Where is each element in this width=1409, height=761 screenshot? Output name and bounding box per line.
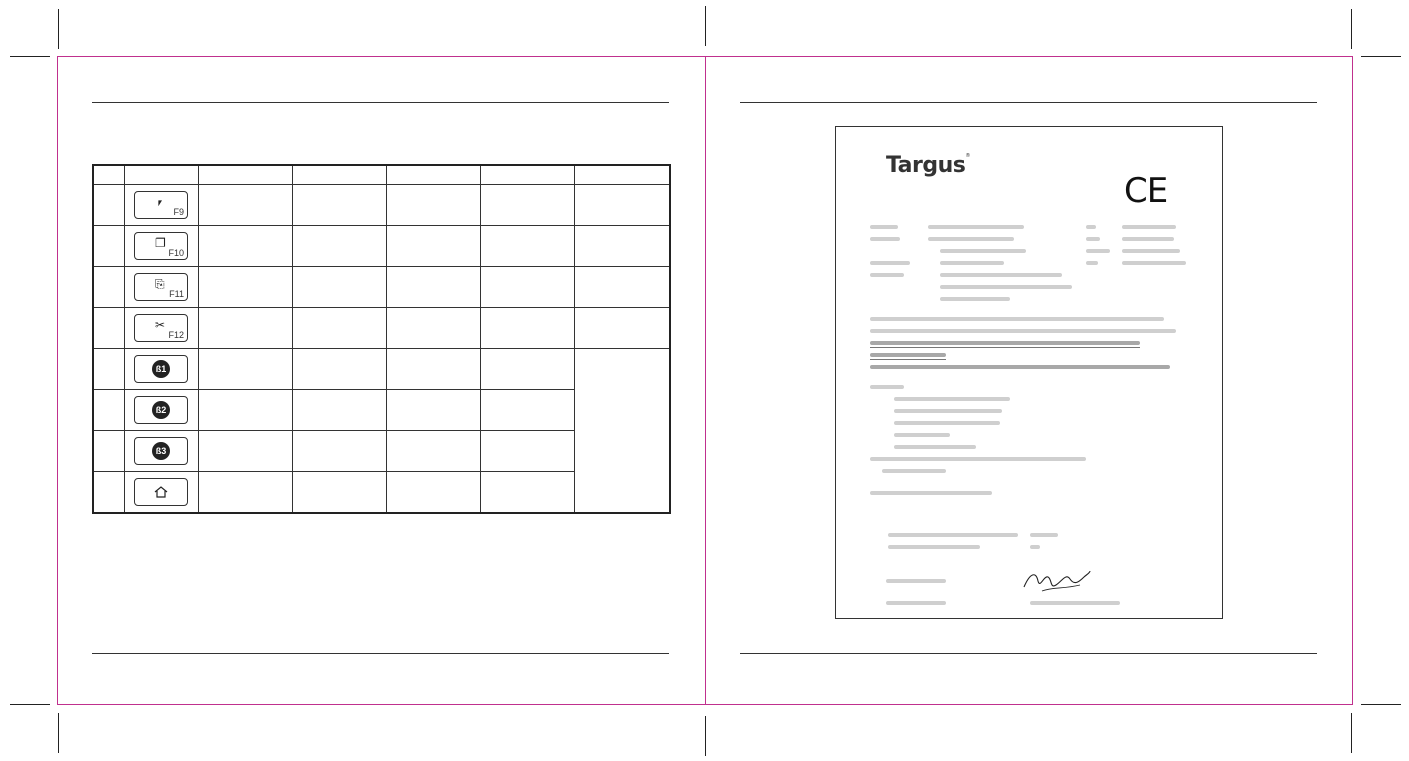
footer-rule — [740, 653, 1317, 654]
signature-image — [1022, 567, 1092, 595]
key-cell — [124, 472, 198, 514]
crop-mark — [58, 9, 59, 49]
table-cell — [198, 308, 292, 349]
key-function-table — [92, 164, 671, 514]
row-index-cell — [93, 390, 124, 431]
header-cell — [386, 165, 480, 185]
table-cell — [480, 472, 574, 514]
bluetooth-2-icon: ß2 — [152, 401, 170, 419]
home-icon — [154, 486, 168, 498]
f11-key — [134, 273, 188, 301]
ce-mark: CE — [1124, 171, 1168, 211]
crop-mark — [705, 6, 706, 46]
table-cell — [292, 226, 386, 267]
table-cell — [480, 185, 574, 226]
table-cell — [386, 472, 480, 514]
table-cell — [198, 226, 292, 267]
header-cell — [93, 165, 124, 185]
table-cell — [480, 431, 574, 472]
key-cell — [124, 185, 198, 226]
bluetooth-1-key — [134, 355, 188, 383]
table-cell — [292, 267, 386, 308]
crop-mark — [1351, 9, 1352, 49]
key-cell — [124, 267, 198, 308]
row-index-cell — [93, 431, 124, 472]
table-cell — [292, 185, 386, 226]
crop-mark — [58, 713, 59, 753]
f10-key — [134, 232, 188, 260]
bluetooth-2-key — [134, 396, 188, 424]
declaration-of-conformity-document — [835, 126, 1223, 619]
header-cell — [480, 165, 574, 185]
table-header-row — [93, 165, 670, 185]
trademark: ® — [965, 153, 970, 159]
table-cell — [574, 226, 670, 267]
f12-label: F12 — [168, 330, 184, 340]
row-index-cell — [93, 185, 124, 226]
table-cell — [386, 226, 480, 267]
key-cell — [124, 431, 198, 472]
merged-cell — [574, 349, 670, 514]
crop-mark — [10, 56, 50, 57]
table-cell — [480, 267, 574, 308]
header-cell — [292, 165, 386, 185]
header-rule — [740, 102, 1317, 103]
table-cell — [292, 472, 386, 514]
table-cell — [574, 267, 670, 308]
footer-rule — [92, 653, 669, 654]
table-cell — [574, 185, 670, 226]
table-row — [93, 349, 670, 390]
brand-name: Targus — [886, 153, 966, 178]
table-cell — [292, 349, 386, 390]
table-row — [93, 226, 670, 267]
f9-key — [134, 191, 188, 219]
f11-label: F11 — [169, 289, 184, 299]
bluetooth-3-icon: ß3 — [152, 442, 170, 460]
header-cell — [574, 165, 670, 185]
targus-logo — [886, 153, 970, 178]
crop-mark — [1351, 713, 1352, 753]
table-cell — [292, 431, 386, 472]
key-cell — [124, 349, 198, 390]
header-rule — [92, 102, 669, 103]
table-cell — [574, 308, 670, 349]
table-row — [93, 308, 670, 349]
key-cell — [124, 390, 198, 431]
row-index-cell — [93, 308, 124, 349]
crop-mark — [1361, 704, 1401, 705]
table-cell — [198, 431, 292, 472]
table-cell — [386, 308, 480, 349]
header-cell — [124, 165, 198, 185]
f9-label: F9 — [173, 207, 184, 217]
table-row — [93, 185, 670, 226]
key-cell — [124, 226, 198, 267]
table-cell — [198, 390, 292, 431]
f10-label: F10 — [168, 248, 184, 258]
row-index-cell — [93, 226, 124, 267]
header-cell — [198, 165, 292, 185]
table-cell — [386, 185, 480, 226]
bluetooth-1-icon: ß1 — [152, 360, 170, 378]
table-cell — [480, 308, 574, 349]
table-cell — [386, 349, 480, 390]
copy-icon: ❐ — [155, 236, 166, 250]
crop-mark — [10, 704, 50, 705]
table-cell — [198, 349, 292, 390]
table-cell — [480, 226, 574, 267]
table-cell — [480, 349, 574, 390]
home-key — [134, 478, 188, 506]
table-row — [93, 267, 670, 308]
scissors-icon: ✂ — [155, 318, 166, 332]
table-cell — [386, 267, 480, 308]
row-index-cell — [93, 267, 124, 308]
table-cell — [480, 390, 574, 431]
row-index-cell — [93, 472, 124, 514]
table-cell — [198, 472, 292, 514]
table-cell — [292, 308, 386, 349]
paste-icon: ⎘ — [155, 277, 165, 291]
row-index-cell — [93, 349, 124, 390]
key-cell — [124, 308, 198, 349]
screen-icon: ⎖ — [155, 195, 165, 209]
table-cell — [386, 431, 480, 472]
table-cell — [292, 390, 386, 431]
crop-mark — [705, 716, 706, 756]
table-cell — [198, 185, 292, 226]
crop-mark — [1361, 56, 1401, 57]
bluetooth-3-key — [134, 437, 188, 465]
table-cell — [386, 390, 480, 431]
f12-key — [134, 314, 188, 342]
table-cell — [198, 267, 292, 308]
